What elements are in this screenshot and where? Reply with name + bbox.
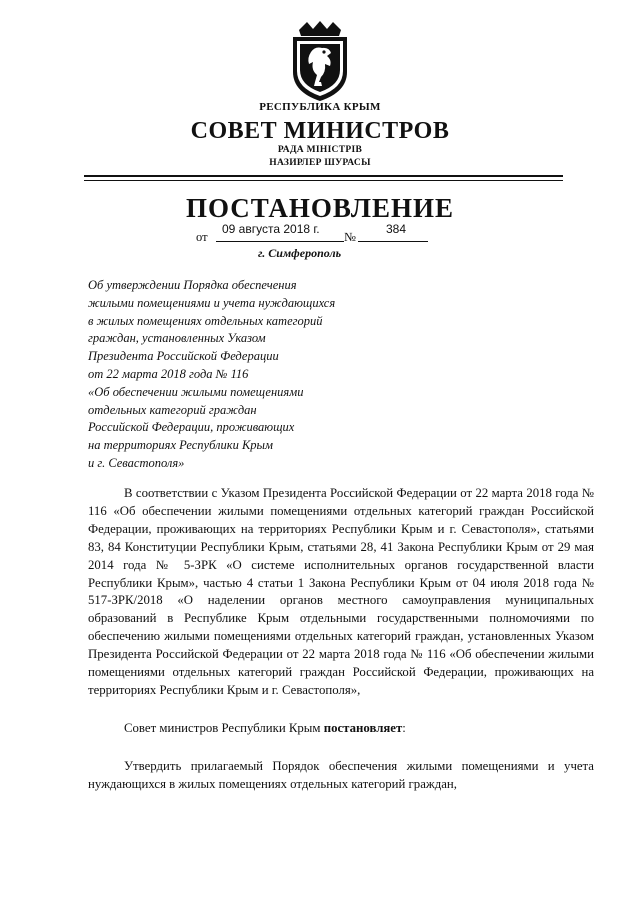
header-divider-thin: [84, 180, 563, 181]
crimea-coat-of-arms-icon: [285, 20, 355, 102]
republic-name: РЕСПУБЛИКА КРЫМ: [259, 101, 381, 113]
subject-line: в жилых помещениях отдельных категорий: [88, 313, 323, 328]
resolution-paragraph: [88, 720, 594, 738]
subject-line: от 22 марта 2018 года № 116: [88, 366, 249, 381]
preamble-paragraph: В соответствии с Указом Президента Российской Федерации от 22 марта 2018 года № 116 «Об обеспечении жилыми помещениями отдельных категорий граждан Российской Федерации, проживающих на территориях Республики Крым и г. Севастополя», статьями 83, 84 Конституции Республики Крым, статьями 28, 41 Закона Республики Крым от 29 мая 2014 года № 5-ЗРК «О системе исполнительных органов государственной власти Республики Крым», частью 4 статьи 1 Закона Республики Крым от 04 июля 2018 года № 517-ЗРК/2018 «О наделении органов местного самоуправления муниципальных образований в Республике Крым отдельными государственными полномочиями по обеспечению жилыми помещениями отдельных категорий граждан, установленных Указом Президента Российской Федерации от 22 марта 2018 года № 116 «Об обеспечении жилыми помещениями отдельных категорий граждан Российской Федерации, проживающих на территориях Республики Крым и г. Севастополя»,: [88, 486, 594, 697]
subject-line: жилыми помещениями и учета нуждающихся: [88, 295, 336, 310]
subject-line: граждан, установленных Указом: [88, 331, 266, 346]
resolution-verb: постановляет: [323, 720, 403, 735]
subject-line: Президента Российской Федерации: [88, 349, 279, 364]
subject-line: Об утверждении Порядка обеспечения: [88, 278, 297, 292]
document-date: 09 августа 2018 г.: [222, 222, 320, 236]
resolution-tail: :: [402, 720, 406, 735]
council-name: СОВЕТ МИНИСТРОВ: [190, 118, 450, 144]
document-body: [88, 485, 594, 794]
subject-line: «Об обеспечении жилыми помещениями: [88, 384, 304, 399]
approval-paragraph: Утвердить прилагаемый Порядок обеспечения жилыми помещениями и учета нуждающихся в жилых помещениях отдельных категорий граждан,: [88, 758, 594, 791]
document-subject: [88, 277, 408, 473]
subject-line: и г. Севастополя»: [88, 455, 185, 470]
subject-line: отдельных категорий граждан: [88, 402, 257, 417]
city-name: г. Симферополь: [258, 246, 342, 260]
document-number: 384: [386, 222, 407, 236]
date-number-row: [196, 223, 436, 243]
subject-line: Российской Федерации, проживающих: [88, 420, 295, 435]
number-label: №: [344, 230, 356, 244]
header-divider-thick: [84, 175, 563, 177]
council-name-crimean-tatar: НАЗИРЛЕР ШУРАСЫ: [269, 158, 371, 168]
subject-line: на территориях Республики Крым: [88, 438, 273, 453]
from-label: от: [196, 230, 208, 244]
resolution-lead: Совет министров Республики Крым: [124, 720, 324, 735]
document-title: ПОСТАНОВЛЕНИЕ: [185, 193, 455, 223]
council-name-ukrainian: РАДА МІНІСТРІВ: [277, 145, 363, 155]
